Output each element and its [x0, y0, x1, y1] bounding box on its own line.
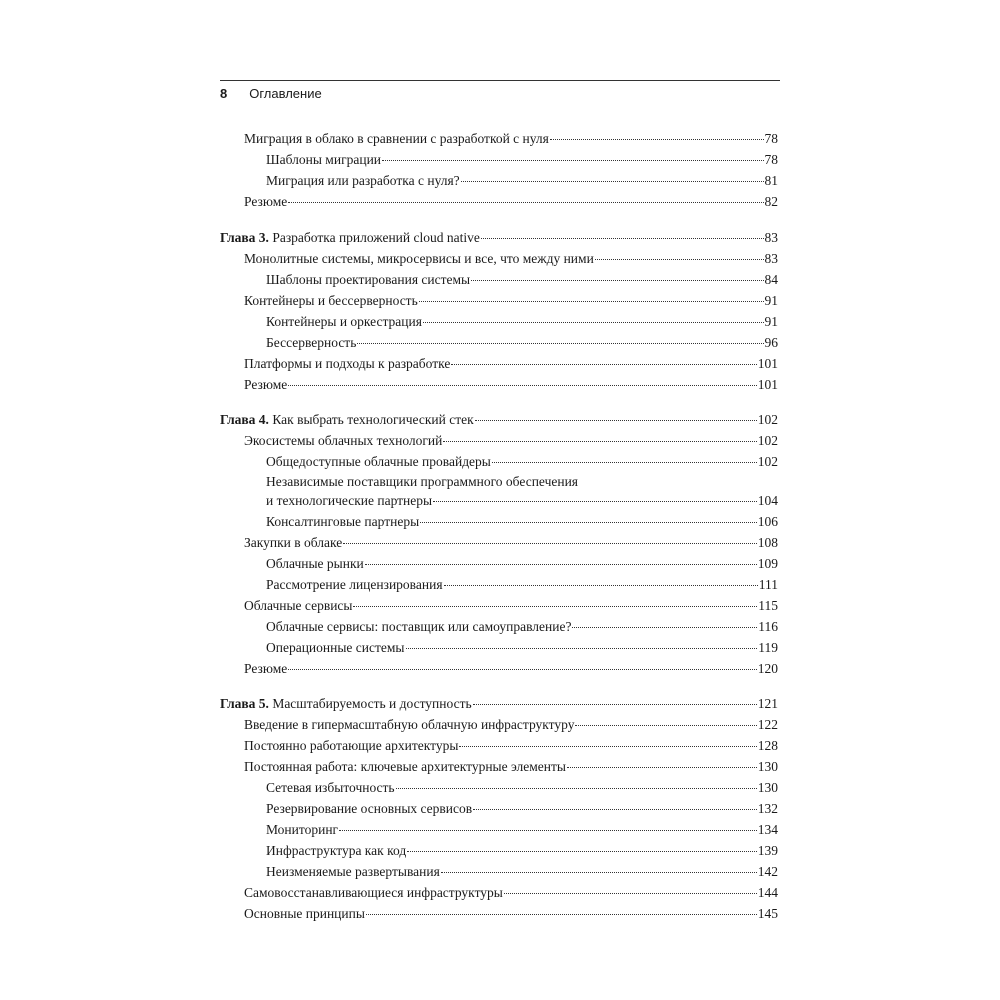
toc-entry-text: Резервирование основных сервисов	[266, 801, 473, 816]
toc-entry-title	[266, 863, 440, 881]
toc-chapter-entry	[220, 411, 778, 429]
toc-entry-title	[266, 151, 381, 169]
header-rule	[220, 80, 780, 81]
toc-entry	[244, 376, 778, 394]
dot-leader	[353, 605, 757, 607]
toc-entry	[244, 597, 778, 615]
toc-page-number: 101	[757, 356, 778, 371]
running-head	[220, 86, 322, 102]
toc-entry-text: Платформы и подходы к разработке	[244, 356, 451, 371]
toc-entry-title	[244, 905, 365, 923]
toc-page-number: 102	[757, 433, 778, 448]
toc-entry-text-line1: Независимые поставщики программного обеспечения	[266, 474, 579, 489]
toc-page-number: 116	[758, 619, 778, 634]
toc-entry-text: Масштабируемость и доступность	[272, 696, 472, 711]
toc-entry-text: Резюме	[244, 377, 288, 392]
toc-entry	[244, 716, 778, 734]
toc-entry-text: Самовосстанавливающиеся инфраструктуры	[244, 885, 503, 900]
toc-entry	[244, 292, 778, 310]
toc-entry	[244, 534, 778, 552]
toc-entry-title	[244, 758, 566, 776]
toc-page-number: 78	[764, 131, 778, 146]
toc-entry-text: Резюме	[244, 194, 288, 209]
dot-leader	[288, 201, 763, 203]
dot-leader	[550, 138, 764, 140]
dot-leader	[365, 563, 757, 565]
toc-page-number: 144	[757, 885, 778, 900]
toc-entry-title	[266, 618, 571, 636]
dot-leader	[423, 321, 764, 323]
toc-entry-text: Постоянно работающие архитектуры	[244, 738, 459, 753]
toc-page-number: 132	[757, 801, 778, 816]
toc-entry	[244, 758, 778, 776]
toc-page-number: 134	[757, 822, 778, 837]
toc-chapter-entry	[220, 695, 778, 713]
toc-entry-title	[266, 576, 443, 594]
dot-leader	[451, 363, 756, 365]
toc-entry-text: Разработка приложений cloud native	[272, 230, 480, 245]
dot-leader	[420, 521, 757, 523]
toc-page-number: 130	[757, 759, 778, 774]
toc-page-number: 120	[757, 661, 778, 676]
toc-entry-title	[244, 355, 450, 373]
toc-entry-title	[266, 842, 406, 860]
chapter-label: Глава 4.	[220, 412, 269, 427]
toc-entry-text: Контейнеры и оркестрация	[266, 314, 422, 329]
toc-entry-text: Облачные рынки	[266, 556, 364, 571]
dot-leader	[471, 279, 763, 281]
dot-leader	[441, 871, 757, 873]
toc-entry-text: Контейнеры и бессерверность	[244, 293, 418, 308]
dot-leader	[475, 419, 757, 421]
chapter-label: Глава 5.	[220, 696, 269, 711]
toc-chapter-entry	[220, 229, 778, 247]
toc-entry	[266, 172, 778, 190]
toc-entry	[266, 639, 778, 657]
toc-entry-text: Монолитные системы, микросервисы и все, что между ними	[244, 251, 594, 266]
toc-entry-text: Миграция в облако в сравнении с разработкой с нуля	[244, 131, 549, 146]
toc-entry-text: Общедоступные облачные провайдеры	[266, 454, 491, 469]
toc-entry-text: Резюме	[244, 661, 288, 676]
toc-entry	[266, 863, 778, 881]
toc-entry-text: Постоянная работа: ключевые архитектурные элементы	[244, 759, 566, 774]
dot-leader	[459, 745, 756, 747]
section-title: Оглавление	[249, 86, 322, 101]
toc-entry-text: Шаблоны миграции	[266, 152, 382, 167]
toc-page-number: 83	[764, 251, 778, 266]
page-number: 8	[220, 86, 228, 101]
toc-entry-title	[244, 376, 287, 394]
toc-entry-text: Неизменяемые развертывания	[266, 864, 440, 879]
toc-page-number: 139	[757, 843, 778, 858]
dot-leader	[407, 850, 757, 852]
dot-leader	[419, 300, 764, 302]
toc-entry-text: Миграция или разработка с нуля?	[266, 173, 460, 188]
toc-entry-title	[266, 555, 364, 573]
toc-entry-text: Экосистемы облачных технологий	[244, 433, 443, 448]
toc-entry-text: Операционные системы	[266, 640, 405, 655]
toc-page-number: 82	[764, 194, 778, 209]
toc-entry-text: и технологические партнеры	[266, 493, 433, 508]
toc-entry	[244, 884, 778, 902]
dot-leader	[444, 584, 758, 586]
toc-entry-title	[220, 695, 472, 713]
toc-entry	[244, 905, 778, 923]
dot-leader	[504, 892, 757, 894]
toc-page-number: 108	[757, 535, 778, 550]
toc-page-number: 104	[757, 493, 778, 508]
toc-entry-title	[266, 271, 470, 289]
toc-entry	[266, 800, 778, 818]
dot-leader	[473, 808, 757, 810]
dot-leader	[288, 384, 756, 386]
toc-entry-text: Мониторинг	[266, 822, 339, 837]
toc-entry	[244, 660, 778, 678]
toc-page-number: 81	[764, 173, 778, 188]
dot-leader	[443, 440, 756, 442]
dot-leader	[406, 647, 758, 649]
toc-page-number: 91	[764, 314, 778, 329]
toc-entry-title	[244, 432, 442, 450]
toc-page-number: 106	[757, 514, 778, 529]
toc-page-number: 142	[757, 864, 778, 879]
toc-entry	[266, 334, 778, 352]
toc-entry-title	[266, 334, 356, 352]
toc-page-number: 130	[757, 780, 778, 795]
toc-page-number: 102	[757, 454, 778, 469]
toc-entry	[244, 193, 778, 211]
toc-entry-title	[244, 716, 574, 734]
toc-entry-title	[244, 193, 287, 211]
toc-entry-title	[244, 292, 418, 310]
toc-entry	[244, 130, 778, 148]
dot-leader	[461, 180, 764, 182]
toc-page-number: 101	[757, 377, 778, 392]
dot-leader	[595, 258, 764, 260]
toc-page-number: 119	[758, 640, 778, 655]
toc-entry-title	[266, 821, 338, 839]
toc-entry	[266, 842, 778, 860]
toc-entry-text: Облачные сервисы	[244, 598, 353, 613]
dot-leader	[433, 500, 757, 502]
toc-entry-text: Консалтинговые партнеры	[266, 514, 420, 529]
toc-entry-title	[244, 250, 594, 268]
toc-entry-title	[220, 411, 474, 429]
toc-entry-title	[244, 130, 549, 148]
toc-entry	[266, 513, 778, 531]
toc-page-number: 145	[757, 906, 778, 921]
chapter-label: Глава 3.	[220, 230, 269, 245]
toc-entry-title	[266, 313, 422, 331]
toc-page-number: 122	[757, 717, 778, 732]
dot-leader	[473, 703, 757, 705]
dot-leader	[343, 542, 757, 544]
toc-entry	[266, 151, 778, 169]
toc-page-number: 111	[758, 577, 778, 592]
toc-entry-title	[244, 660, 287, 678]
toc-page-number: 128	[757, 738, 778, 753]
toc-page-number: 78	[764, 152, 778, 167]
toc-entry-title	[266, 453, 491, 471]
toc-entry	[244, 355, 778, 373]
toc-entry-text: Шаблоны проектирования системы	[266, 272, 471, 287]
toc-entry-text: Рассмотрение лицензирования	[266, 577, 443, 592]
toc-page-number: 109	[757, 556, 778, 571]
toc-entry-text: Инфраструктура как код	[266, 843, 407, 858]
toc-entry	[244, 250, 778, 268]
toc-entry	[266, 271, 778, 289]
toc-entry-text: Введение в гипермасштабную облачную инфраструктуру	[244, 717, 575, 732]
dot-leader	[288, 668, 756, 670]
toc-page-number: 96	[764, 335, 778, 350]
dot-leader	[357, 342, 763, 344]
toc-entry-title	[244, 737, 458, 755]
toc-page-number: 121	[757, 696, 778, 711]
dot-leader	[339, 829, 757, 831]
toc-entry-text: Бессерверность	[266, 335, 357, 350]
toc-page-number: 91	[764, 293, 778, 308]
dot-leader	[492, 461, 757, 463]
dot-leader	[396, 787, 757, 789]
toc-entry	[266, 618, 778, 636]
toc-entry-title	[266, 492, 432, 510]
toc-entry-text: Сетевая избыточность	[266, 780, 395, 795]
toc-entry-text: Облачные сервисы: поставщик или самоуправление?	[266, 619, 572, 634]
dot-leader	[572, 626, 757, 628]
toc-entry-title	[244, 534, 342, 552]
toc-entry	[266, 821, 778, 839]
toc-entry-title	[266, 513, 419, 531]
dot-leader	[382, 159, 763, 161]
dot-leader	[366, 913, 757, 915]
toc-entry	[266, 779, 778, 797]
toc-entry	[266, 453, 778, 471]
toc-entry-text: Основные принципы	[244, 906, 365, 921]
toc-entry	[266, 313, 778, 331]
dot-leader	[481, 237, 764, 239]
toc-entry	[244, 737, 778, 755]
dot-leader	[567, 766, 757, 768]
toc-entry-text: Как выбрать технологический стек	[272, 412, 474, 427]
toc-entry-title	[266, 779, 395, 797]
toc-entry-title	[266, 639, 405, 657]
toc-page-number: 115	[758, 598, 778, 613]
toc-entry-title	[244, 597, 352, 615]
toc-entry-title	[266, 172, 460, 190]
toc-entry-title	[266, 800, 472, 818]
toc-page-number: 102	[757, 412, 778, 427]
dot-leader	[575, 724, 756, 726]
toc-entry	[266, 555, 778, 573]
toc-page-number: 84	[764, 272, 778, 287]
toc-entry	[266, 576, 778, 594]
toc-entry-title	[244, 884, 503, 902]
toc-entry-title	[220, 229, 480, 247]
toc-entry	[266, 492, 778, 510]
toc-page-number: 83	[764, 230, 778, 245]
toc-entry	[244, 432, 778, 450]
toc-entry-text: Закупки в облаке	[244, 535, 343, 550]
